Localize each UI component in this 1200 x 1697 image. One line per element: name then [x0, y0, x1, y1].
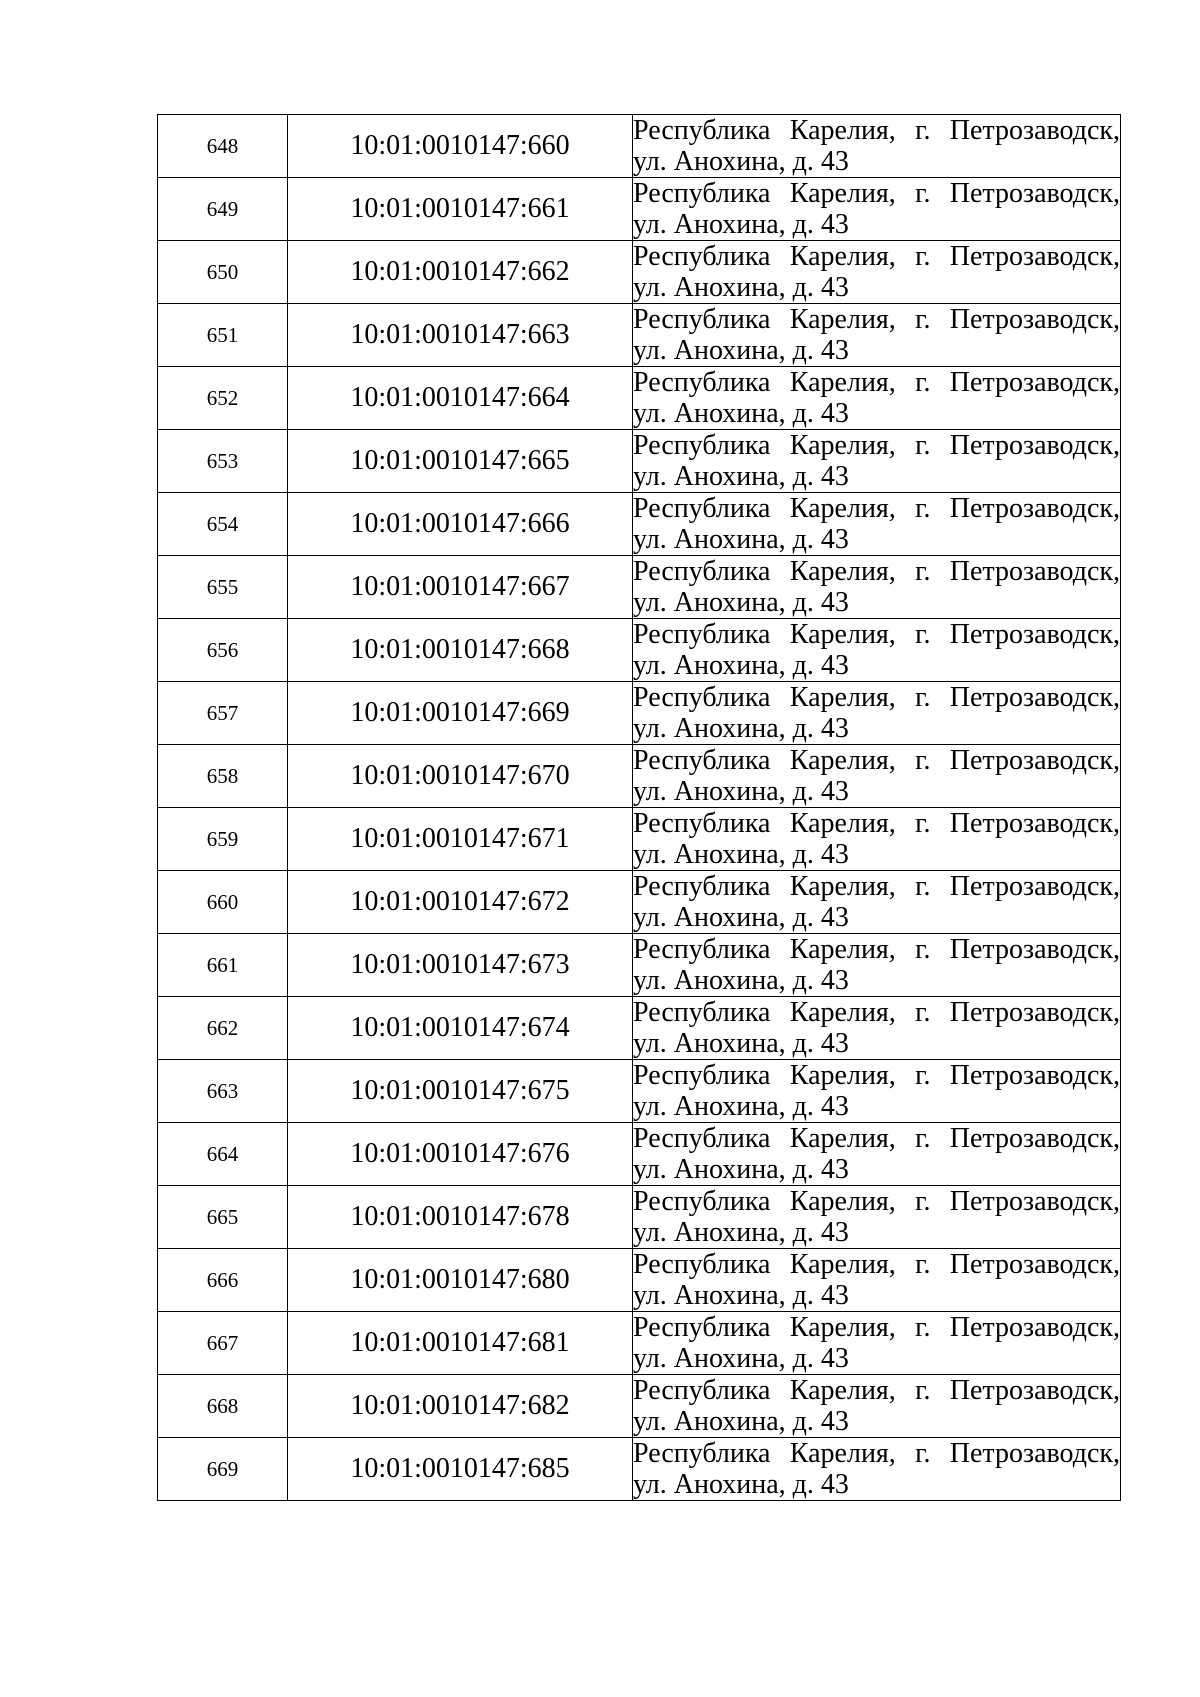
- address-line-2: ул. Анохина, д. 43: [633, 1343, 849, 1374]
- address-line-1: Республика Карелия, г. Петрозаводск,: [633, 241, 1120, 272]
- row-number-cell: 660: [158, 871, 288, 934]
- address-cell: [633, 493, 1121, 556]
- row-number-cell: 668: [158, 1375, 288, 1438]
- address-line-2: ул. Анохина, д. 43: [633, 965, 849, 996]
- cadastral-number-cell: 10:01:0010147:681: [288, 1312, 633, 1375]
- address-line-2: ул. Анохина, д. 43: [633, 1280, 849, 1311]
- table-row: [158, 682, 1121, 745]
- cadastral-number-cell: 10:01:0010147:668: [288, 619, 633, 682]
- cadastral-number-cell: 10:01:0010147:665: [288, 430, 633, 493]
- row-number-cell: 662: [158, 997, 288, 1060]
- address-line-1: Республика Карелия, г. Петрозаводск,: [633, 493, 1120, 524]
- address-line-1: Республика Карелия, г. Петрозаводск,: [633, 745, 1120, 776]
- address-line-1: Республика Карелия, г. Петрозаводск,: [633, 619, 1120, 650]
- cadastral-number-cell: 10:01:0010147:670: [288, 745, 633, 808]
- address-line-2: ул. Анохина, д. 43: [633, 209, 849, 240]
- table-row: [158, 115, 1121, 178]
- table-row: [158, 493, 1121, 556]
- address-line-1: Республика Карелия, г. Петрозаводск,: [633, 1375, 1120, 1406]
- row-number-cell: 669: [158, 1438, 288, 1501]
- row-number-cell: 657: [158, 682, 288, 745]
- address-cell: [633, 115, 1121, 178]
- table-row: [158, 1249, 1121, 1312]
- table-row: [158, 745, 1121, 808]
- address-line-1: Республика Карелия, г. Петрозаводск,: [633, 430, 1120, 461]
- address-line-2: ул. Анохина, д. 43: [633, 713, 849, 744]
- cadastral-number-cell: 10:01:0010147:666: [288, 493, 633, 556]
- address-line-2: ул. Анохина, д. 43: [633, 1217, 849, 1248]
- row-number-cell: 664: [158, 1123, 288, 1186]
- table-row: [158, 997, 1121, 1060]
- address-line-1: Республика Карелия, г. Петрозаводск,: [633, 178, 1120, 209]
- address-line-1: Республика Карелия, г. Петрозаводск,: [633, 304, 1120, 335]
- address-cell: [633, 619, 1121, 682]
- cadastral-number-cell: 10:01:0010147:672: [288, 871, 633, 934]
- table-row: [158, 1312, 1121, 1375]
- address-line-1: Республика Карелия, г. Петрозаводск,: [633, 1186, 1120, 1217]
- row-number-cell: 654: [158, 493, 288, 556]
- cadastral-number-cell: 10:01:0010147:680: [288, 1249, 633, 1312]
- row-number-cell: 663: [158, 1060, 288, 1123]
- row-number-cell: 661: [158, 934, 288, 997]
- address-cell: [633, 1186, 1121, 1249]
- cadastral-number-cell: 10:01:0010147:678: [288, 1186, 633, 1249]
- address-cell: [633, 304, 1121, 367]
- address-line-1: Республика Карелия, г. Петрозаводск,: [633, 367, 1120, 398]
- address-line-2: ул. Анохина, д. 43: [633, 650, 849, 681]
- address-cell: [633, 745, 1121, 808]
- row-number-cell: 651: [158, 304, 288, 367]
- cadastral-number-cell: 10:01:0010147:676: [288, 1123, 633, 1186]
- row-number-cell: 652: [158, 367, 288, 430]
- address-line-1: Республика Карелия, г. Петрозаводск,: [633, 997, 1120, 1028]
- address-cell: [633, 1123, 1121, 1186]
- cadastral-registry-table: [157, 114, 1121, 1501]
- address-line-2: ул. Анохина, д. 43: [633, 1406, 849, 1437]
- address-line-1: Республика Карелия, г. Петрозаводск,: [633, 1060, 1120, 1091]
- address-cell: [633, 1312, 1121, 1375]
- address-line-2: ул. Анохина, д. 43: [633, 1091, 849, 1122]
- address-line-2: ул. Анохина, д. 43: [633, 776, 849, 807]
- address-line-1: Республика Карелия, г. Петрозаводск,: [633, 1123, 1120, 1154]
- table-row: [158, 304, 1121, 367]
- table-row: [158, 556, 1121, 619]
- table-row: [158, 430, 1121, 493]
- cadastral-number-cell: 10:01:0010147:682: [288, 1375, 633, 1438]
- row-number-cell: 666: [158, 1249, 288, 1312]
- table-row: [158, 178, 1121, 241]
- address-line-2: ул. Анохина, д. 43: [633, 1028, 849, 1059]
- address-line-1: Республика Карелия, г. Петрозаводск,: [633, 1249, 1120, 1280]
- address-cell: [633, 241, 1121, 304]
- address-line-1: Республика Карелия, г. Петрозаводск,: [633, 1312, 1120, 1343]
- cadastral-number-cell: 10:01:0010147:667: [288, 556, 633, 619]
- address-line-2: ул. Анохина, д. 43: [633, 335, 849, 366]
- address-line-1: Республика Карелия, г. Петрозаводск,: [633, 808, 1120, 839]
- address-cell: [633, 367, 1121, 430]
- address-line-1: Республика Карелия, г. Петрозаводск,: [633, 556, 1120, 587]
- cadastral-number-cell: 10:01:0010147:685: [288, 1438, 633, 1501]
- address-line-2: ул. Анохина, д. 43: [633, 461, 849, 492]
- address-line-2: ул. Анохина, д. 43: [633, 587, 849, 618]
- address-cell: [633, 178, 1121, 241]
- table-row: [158, 1186, 1121, 1249]
- cadastral-number-cell: 10:01:0010147:673: [288, 934, 633, 997]
- table-row: [158, 934, 1121, 997]
- cadastral-number-cell: 10:01:0010147:669: [288, 682, 633, 745]
- cadastral-number-cell: 10:01:0010147:664: [288, 367, 633, 430]
- cadastral-number-cell: 10:01:0010147:661: [288, 178, 633, 241]
- address-line-1: Республика Карелия, г. Петрозаводск,: [633, 1438, 1120, 1469]
- address-cell: [633, 871, 1121, 934]
- table-row: [158, 1123, 1121, 1186]
- address-line-1: Республика Карелия, г. Петрозаводск,: [633, 934, 1120, 965]
- cadastral-number-cell: 10:01:0010147:660: [288, 115, 633, 178]
- address-line-1: Республика Карелия, г. Петрозаводск,: [633, 682, 1120, 713]
- address-cell: [633, 682, 1121, 745]
- address-line-2: ул. Анохина, д. 43: [633, 398, 849, 429]
- address-line-2: ул. Анохина, д. 43: [633, 839, 849, 870]
- cadastral-number-cell: 10:01:0010147:662: [288, 241, 633, 304]
- row-number-cell: 655: [158, 556, 288, 619]
- address-line-2: ул. Анохина, д. 43: [633, 902, 849, 933]
- cadastral-number-cell: 10:01:0010147:674: [288, 997, 633, 1060]
- table-row: [158, 367, 1121, 430]
- table-row: [158, 619, 1121, 682]
- row-number-cell: 659: [158, 808, 288, 871]
- address-line-2: ул. Анохина, д. 43: [633, 272, 849, 303]
- row-number-cell: 665: [158, 1186, 288, 1249]
- cadastral-number-cell: 10:01:0010147:663: [288, 304, 633, 367]
- table-row: [158, 1060, 1121, 1123]
- address-line-2: ул. Анохина, д. 43: [633, 524, 849, 555]
- row-number-cell: 648: [158, 115, 288, 178]
- address-line-2: ул. Анохина, д. 43: [633, 1469, 849, 1500]
- address-cell: [633, 1375, 1121, 1438]
- row-number-cell: 656: [158, 619, 288, 682]
- table-row: [158, 1375, 1121, 1438]
- table-row: [158, 241, 1121, 304]
- table-row: [158, 1438, 1121, 1501]
- row-number-cell: 667: [158, 1312, 288, 1375]
- table-row: [158, 871, 1121, 934]
- address-cell: [633, 1438, 1121, 1501]
- row-number-cell: 650: [158, 241, 288, 304]
- row-number-cell: 649: [158, 178, 288, 241]
- address-cell: [633, 1249, 1121, 1312]
- address-line-2: ул. Анохина, д. 43: [633, 146, 849, 177]
- row-number-cell: 653: [158, 430, 288, 493]
- address-line-1: Республика Карелия, г. Петрозаводск,: [633, 871, 1120, 902]
- cadastral-number-cell: 10:01:0010147:671: [288, 808, 633, 871]
- address-cell: [633, 430, 1121, 493]
- address-cell: [633, 934, 1121, 997]
- address-cell: [633, 1060, 1121, 1123]
- address-cell: [633, 808, 1121, 871]
- row-number-cell: 658: [158, 745, 288, 808]
- cadastral-number-cell: 10:01:0010147:675: [288, 1060, 633, 1123]
- address-cell: [633, 556, 1121, 619]
- address-cell: [633, 997, 1121, 1060]
- address-line-1: Республика Карелия, г. Петрозаводск,: [633, 115, 1120, 146]
- address-line-2: ул. Анохина, д. 43: [633, 1154, 849, 1185]
- table-row: [158, 808, 1121, 871]
